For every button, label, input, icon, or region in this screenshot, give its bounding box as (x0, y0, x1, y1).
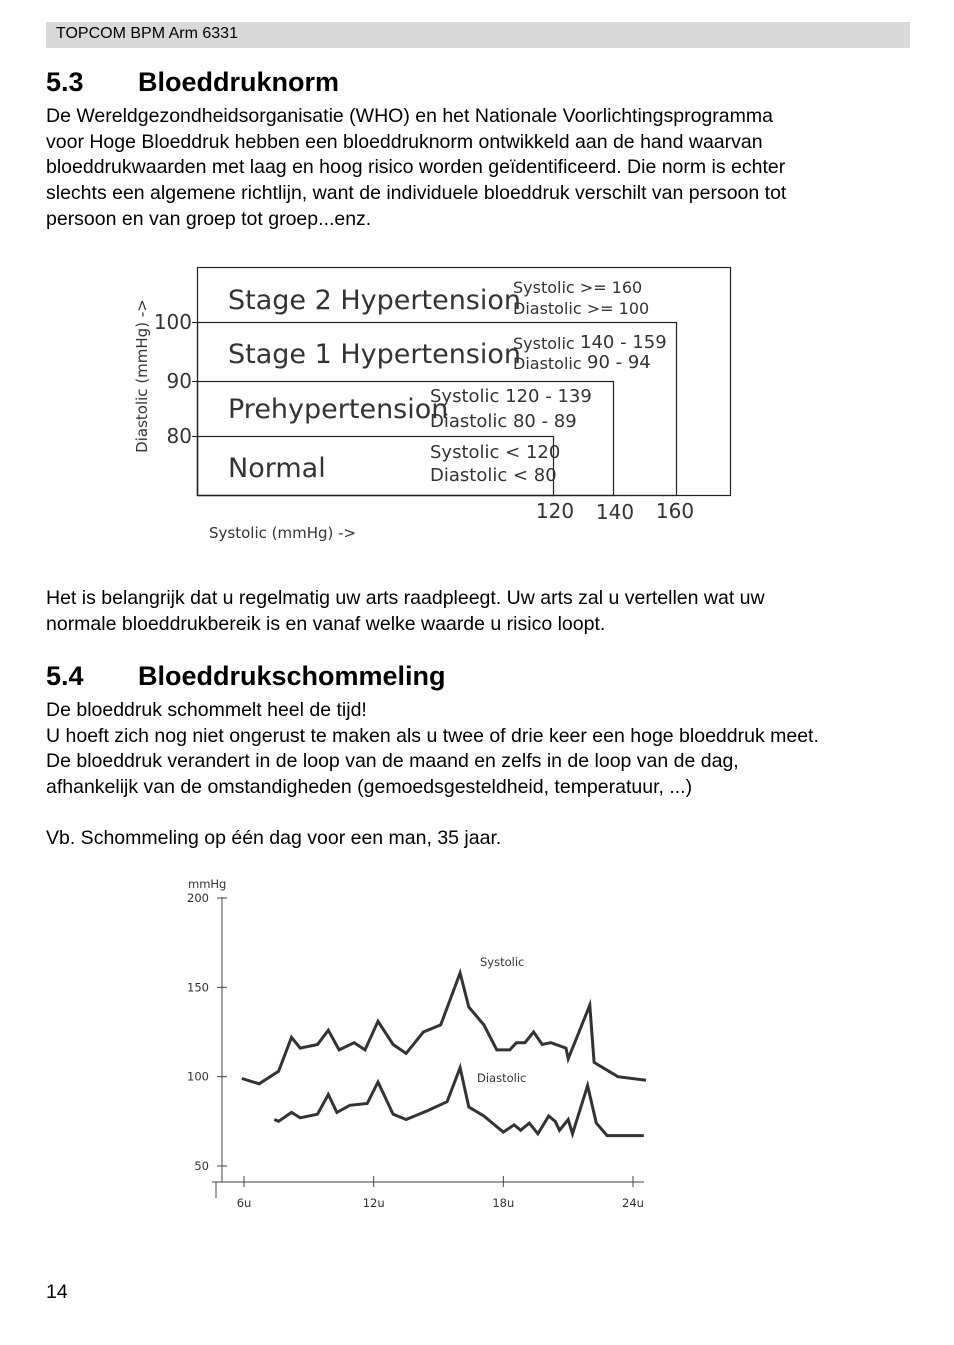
prehypertension-systolic: Systolic 120 - 139 (430, 386, 592, 407)
series-line-diastolic (274, 1068, 644, 1136)
x-tick-label: 12u (362, 1196, 385, 1210)
example-line: Vb. Schommeling op één dag voor een man, 35 jaar. (46, 827, 502, 849)
paragraph-line: normale bloeddrukbereik is en vanaf welke waarde u risico loopt. (46, 612, 606, 635)
x-tick-label: 18u (492, 1196, 515, 1210)
paragraph-line: Het is belangrijk dat u regelmatig uw arts raadpleegt. Uw arts zal u vertellen wat uw (46, 587, 765, 609)
stage-2-diastolic: Diastolic >= 100 (513, 299, 650, 318)
x-tick-label: 6u (236, 1196, 252, 1210)
stage-1-systolic-value: 140 - 159 (580, 332, 667, 353)
chart-series (242, 973, 646, 1136)
stage-2-systolic: Systolic >= 160 (513, 278, 643, 297)
paragraph-line: persoon en van groep tot groep...enz. (46, 207, 372, 230)
normal-diastolic: Diastolic < 80 (430, 465, 557, 486)
stage-1-diastolic-label: Diastolic (513, 354, 582, 373)
y-axis-label: Diastolic (mmHg) -> (133, 299, 151, 453)
y-tick-label: 200 (187, 891, 209, 905)
section-number: 5.4 (46, 661, 84, 691)
normal-systolic: Systolic < 120 (430, 442, 561, 463)
x-tick-label: 140 (595, 500, 635, 524)
paragraph-line: U hoeft zich nog niet ongerust te maken als u twee of drie keer een hoge bloeddruk meet. (46, 724, 819, 747)
y-tick-label: 100 (187, 1069, 209, 1084)
section-title: Bloeddrukschommeling (138, 661, 446, 691)
x-tick-label: 24u (622, 1196, 644, 1210)
y-tick-label: 80 (166, 424, 192, 448)
y-tick-label: 150 (187, 980, 209, 995)
page-number: 14 (46, 1281, 68, 1303)
series-label-systolic: Systolic (480, 955, 525, 969)
x-tick-label: 160 (655, 499, 695, 523)
section-title: Bloeddruknorm (138, 67, 340, 97)
stage-2-name: Stage 2 Hypertension (228, 285, 522, 316)
paragraph-line: slechts een algemene richtlijn, want de individuele bloeddruk verschilt van persoon tot (46, 182, 787, 205)
chart-y-unit-label: mmHg (188, 877, 227, 891)
chart-axes (187, 891, 644, 1210)
y-tick-label: 90 (166, 369, 192, 393)
normal-name: Normal (228, 453, 326, 484)
paragraph-line: bloeddrukwaarden met laag en hoog risico worden geïdentificeerd. Die norm is echter (46, 156, 786, 179)
paragraph-line: De Wereldgezondheidsorganisatie (WHO) en het Nationale Voorlichtingsprogramma (46, 105, 773, 127)
stage-1-diastolic-value: 90 - 94 (587, 352, 651, 373)
paragraph-line: De bloeddruk verandert in de loop van de maand en zelfs in de loop van de dag, (46, 750, 739, 773)
series-label-diastolic: Diastolic (477, 1071, 527, 1085)
x-tick-label: 120 (535, 499, 575, 523)
y-tick-label: 100 (153, 310, 192, 334)
stage-1-name: Stage 1 Hypertension (228, 339, 522, 370)
section-number: 5.3 (46, 67, 84, 97)
x-axis-label: Systolic (mmHg) -> (209, 524, 357, 542)
prehypertension-name: Prehypertension (228, 394, 449, 425)
document-header-title: TOPCOM BPM Arm 6331 (56, 25, 238, 42)
y-tick-label: 50 (194, 1159, 209, 1173)
paragraph-line: voor Hoge Bloeddruk hebben een bloeddruknorm ontwikkeld aan de hand waarvan (46, 130, 763, 153)
paragraph-line: afhankelijk van de omstandigheden (gemoedsgesteldheid, temperatuur, ...) (46, 776, 693, 799)
series-line-systolic (242, 973, 646, 1084)
paragraph-line: De bloeddruk schommelt heel de tijd! (46, 699, 367, 721)
prehypertension-diastolic: Diastolic 80 - 89 (430, 411, 577, 432)
stage-1-systolic-label: Systolic (513, 334, 575, 353)
